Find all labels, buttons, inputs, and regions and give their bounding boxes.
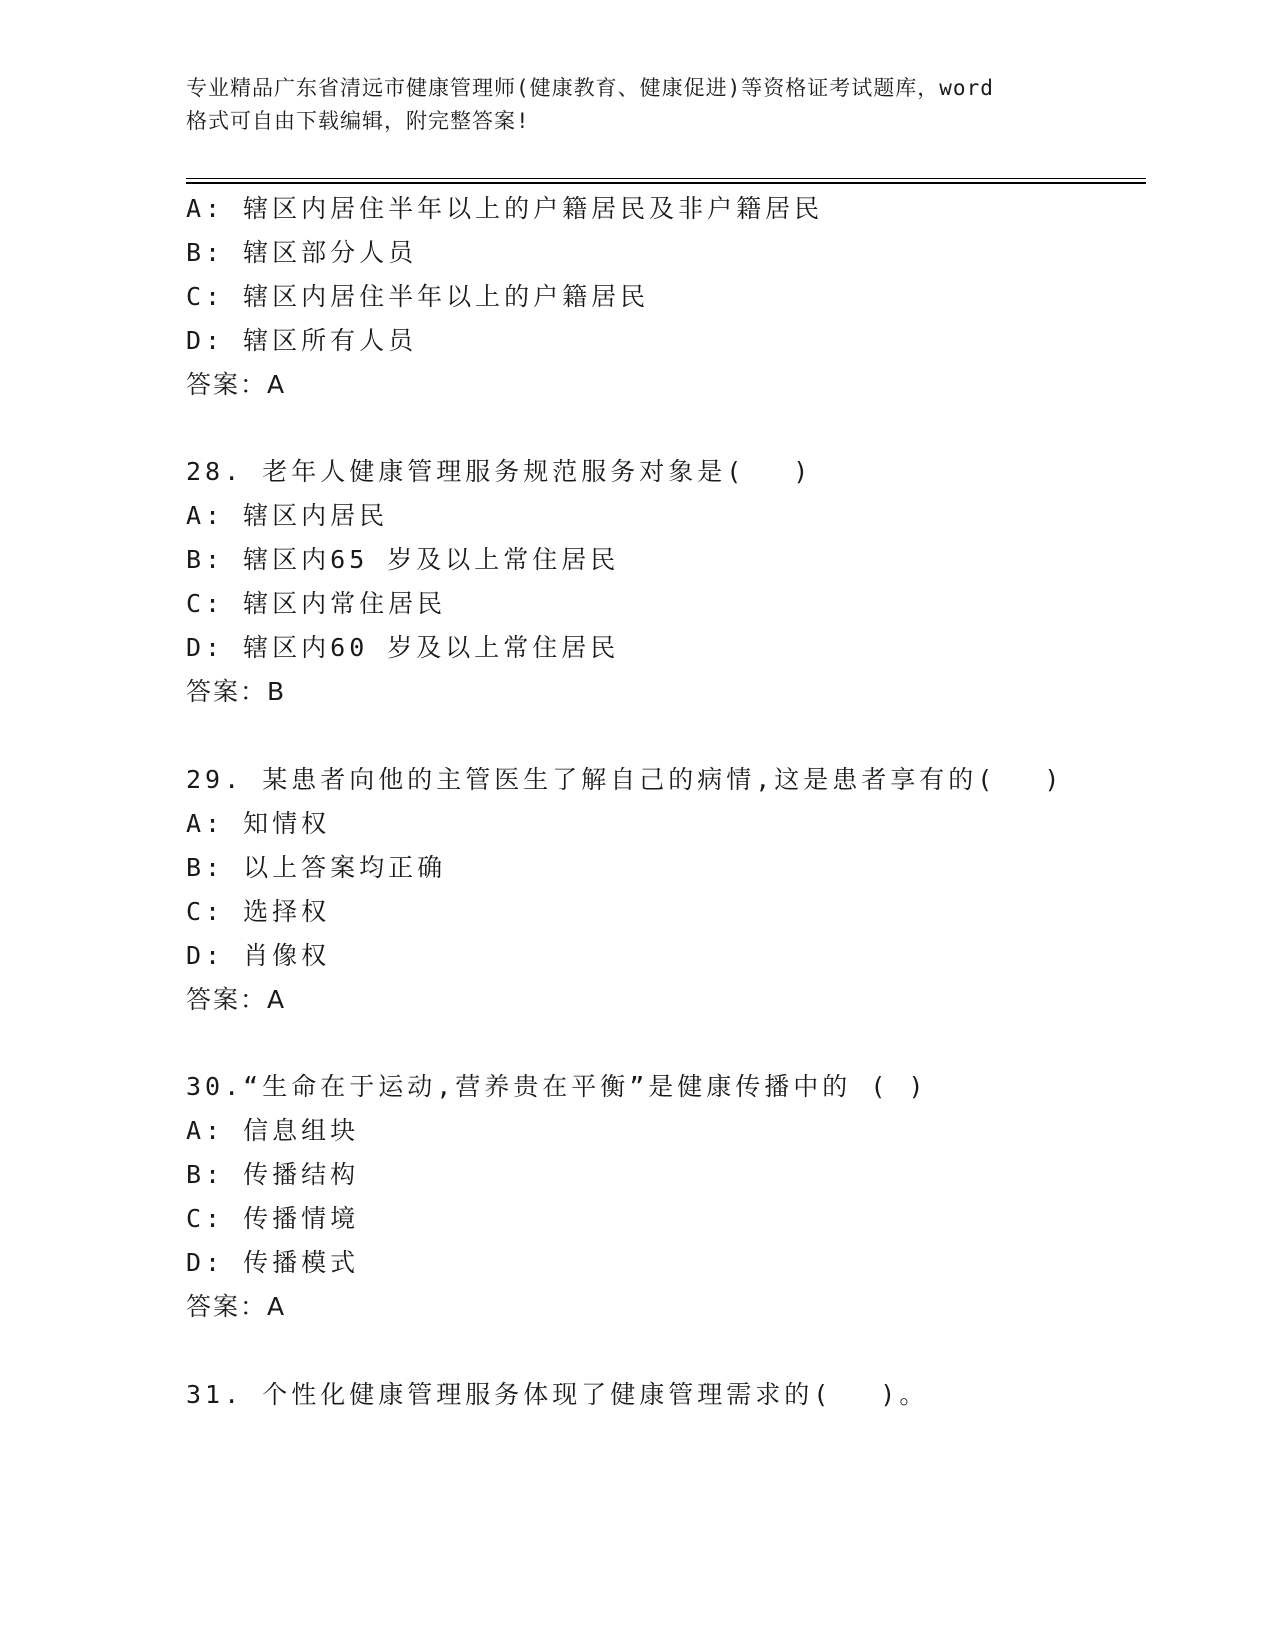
header-rule-thick — [186, 182, 1146, 184]
q30-option-a: A: 信息组块 — [186, 1116, 360, 1145]
q29-option-c: C: 选择权 — [186, 897, 331, 926]
q28-option-d: D: 辖区内60 岁及以上常住居民 — [186, 633, 620, 662]
q29-option-a: A: 知情权 — [186, 809, 331, 838]
q27-option-b: B: 辖区部分人员 — [186, 238, 418, 267]
header-rule-thin — [186, 178, 1146, 179]
q30-option-c: C: 传播情境 — [186, 1204, 360, 1233]
q27-option-a: A: 辖区内居住半年以上的户籍居民及非户籍居民 — [186, 194, 824, 223]
q30-answer: 答案：A — [186, 1292, 287, 1321]
document-header — [186, 72, 1086, 138]
q27-answer: 答案：A — [186, 370, 287, 399]
q31-question: 31. 个性化健康管理服务体现了健康管理需求的( )。 — [186, 1380, 929, 1409]
q30-option-d: D: 传播模式 — [186, 1248, 360, 1277]
q29-option-b: B: 以上答案均正确 — [186, 853, 447, 882]
q28-answer: 答案：B — [186, 677, 287, 706]
q30-question: 30.“生命在于运动,营养贵在平衡”是健康传播中的 ( ) — [186, 1072, 928, 1101]
q29-question: 29. 某患者向他的主管医生了解自己的病情,这是患者享有的( ) — [186, 765, 1064, 794]
q27-option-d: D: 辖区所有人员 — [186, 326, 418, 355]
q28-option-b: B: 辖区内65 岁及以上常住居民 — [186, 545, 620, 574]
header-line-2: 格式可自由下载编辑，附完整答案! — [186, 109, 530, 133]
q29-answer: 答案：A — [186, 985, 287, 1014]
q27-option-c: C: 辖区内居住半年以上的户籍居民 — [186, 282, 650, 311]
q30-option-b: B: 传播结构 — [186, 1160, 360, 1189]
q28-question: 28. 老年人健康管理服务规范服务对象是( ) — [186, 457, 813, 486]
header-line-1: 专业精品广东省清远市健康管理师(健康教育、健康促进)等资格证考试题库，word — [186, 76, 994, 100]
q29-option-d: D: 肖像权 — [186, 941, 331, 970]
q28-option-a: A: 辖区内居民 — [186, 501, 389, 530]
q28-option-c: C: 辖区内常住居民 — [186, 589, 447, 618]
